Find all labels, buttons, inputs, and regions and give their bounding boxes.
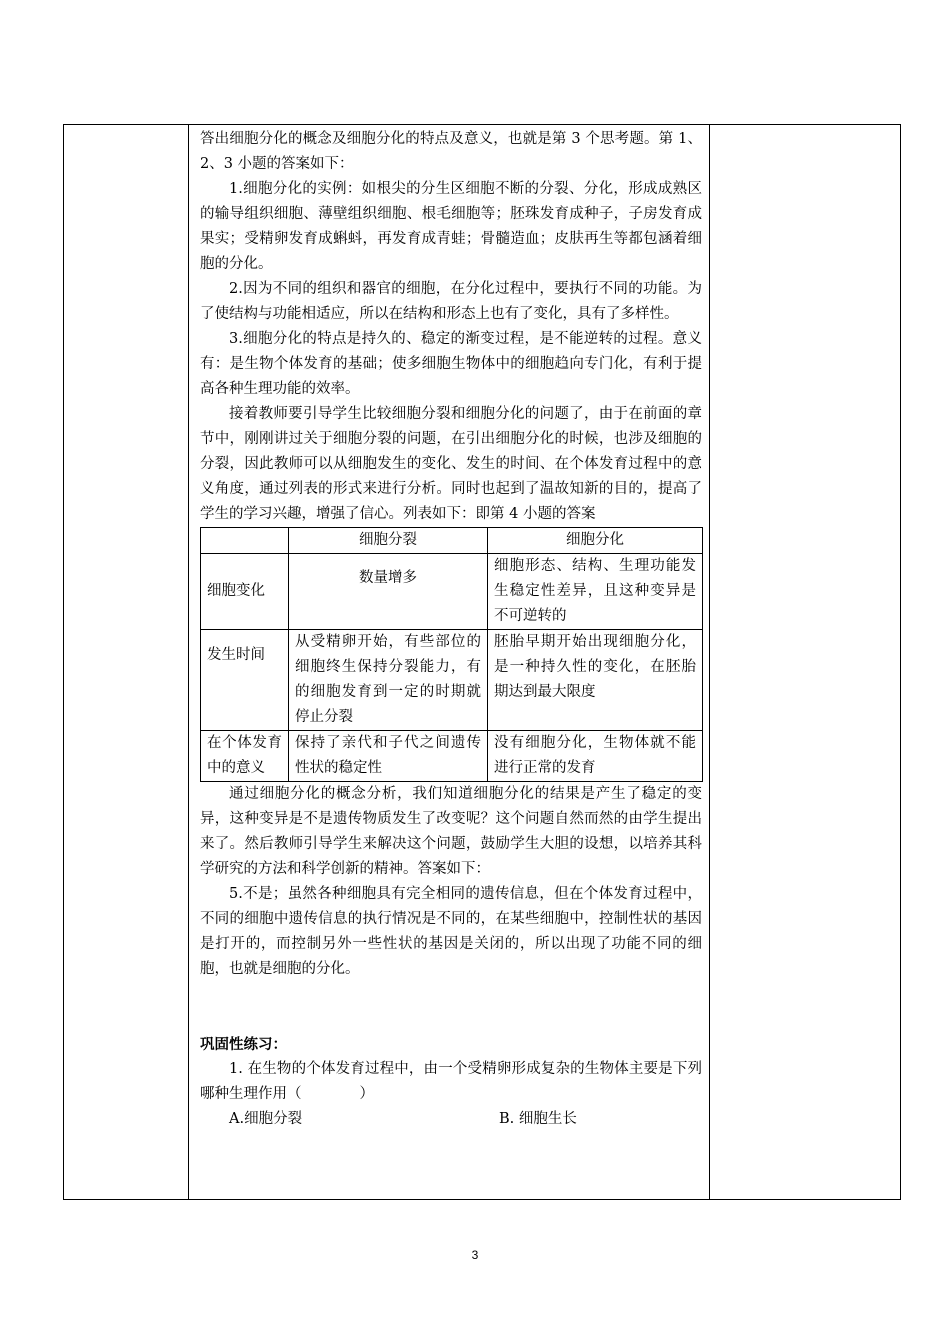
table-header-row [201,528,703,554]
division-cell: 保持了亲代和子代之间遗传性状的稳定性 [289,731,488,782]
differentiation-cell: 胚胎早期开始出现细胞分化，是一种持久性的变化，在胚胎期达到最大限度 [488,630,703,731]
left-column [64,125,189,1199]
differentiation-cell: 没有细胞分化，生物体就不能进行正常的发育 [488,731,703,782]
table-row [201,630,703,731]
row-label-cell: 在个体发育中的意义 [201,731,289,782]
main-content [200,127,702,1132]
division-cell: 数量增多 [289,554,488,630]
right-column [709,125,900,1199]
row-label-cell: 发生时间 [201,630,289,731]
page-number: 3 [471,1248,479,1262]
practice-heading: 巩固性练习： [200,1036,287,1053]
row-label-cell: 细胞变化 [201,554,289,630]
answer-3-paragraph: 3.细胞分化的特点是持久的、稳定的渐变过程，是不能逆转的过程。意义有：是生物个体发育的基础；使多细胞生物体中的细胞趋向专门化，有利于提高各种生理功能的效率。 [200,331,702,397]
option-b: B. 细胞生长 [499,1111,577,1127]
division-cell: 从受精卵开始，有些部位的细胞终生保持分裂能力，有的细胞发育到一定的时期就停止分裂 [289,630,488,731]
header-cell-differentiation: 细胞分化 [488,528,703,554]
table-row [201,554,703,630]
answer-5-paragraph: 5.不是；虽然各种细胞具有完全相同的遗传信息，但在个体发育过程中，不同的细胞中遗传信息的执行情况是不同的，在某些细胞中，控制性状的基因是打开的，而控制另外一些性状的基因是关闭的，所以出现了功能不同的细胞，也就是细胞的分化。 [200,886,702,977]
answer-2-paragraph: 2.因为不同的组织和器官的细胞，在分化过程中，要执行不同的功能。为了使结构与功能相适应，所以在结构和形态上也有了变化，具有了多样性。 [200,281,702,322]
variation-question-paragraph: 通过细胞分化的概念分析，我们知道细胞分化的结果是产生了稳定的变异，这种变异是不是遗传物质发生了改变呢？这个问题自然而然的由学生提出来了。然后教师引导学生来解决这个问题，鼓励学生大胆的设想，以培养其科学研究的方法和科学创新的精神。答案如下： [200,786,702,877]
answer-1-paragraph: 1.细胞分化的实例：如根尖的分生区细胞不断的分裂、分化，形成成熟区的输导组织细胞、薄壁组织细胞、根毛细胞等；胚珠发育成种子，子房发育成果实；受精卵发育成蝌蚪，再发育成青蛙；骨髓造血；皮肤再生等都包涵着细胞的分化。 [200,181,702,272]
header-blank-cell [201,528,289,554]
practice-question-1: 1. 在生物的个体发育过程中，由一个受精卵形成复杂的生物体主要是下列哪种生理作用（ ） [200,1061,702,1102]
table-row [201,731,703,782]
differentiation-cell: 细胞形态、结构、生理功能发生稳定性差异，且这种变异是不可逆转的 [488,554,703,630]
option-a: A.细胞分裂 [229,1111,303,1127]
spacer [200,982,702,1032]
comparison-table [200,527,703,782]
comparison-intro-paragraph: 接着教师要引导学生比较细胞分裂和细胞分化的问题了，由于在前面的章节中，刚刚讲过关于细胞分裂的问题，在引出细胞分化的时候，也涉及细胞的分裂，因此教师可以从细胞发生的变化、发生的时间、在个体发育过程中的意义角度，通过列表的形式来进行分析。同时也起到了温故知新的目的，提高了学生的学习兴趣，增强了信心。列表如下：即第 4 小题的答案 [200,406,702,522]
answer-options [200,1107,702,1132]
header-cell-division: 细胞分裂 [289,528,488,554]
lesson-plan-table [63,124,901,1200]
intro-paragraph: 答出细胞分化的概念及细胞分化的特点及意义，也就是第 3 个思考题。第 1、2、3 小题的答案如下： [200,131,702,172]
